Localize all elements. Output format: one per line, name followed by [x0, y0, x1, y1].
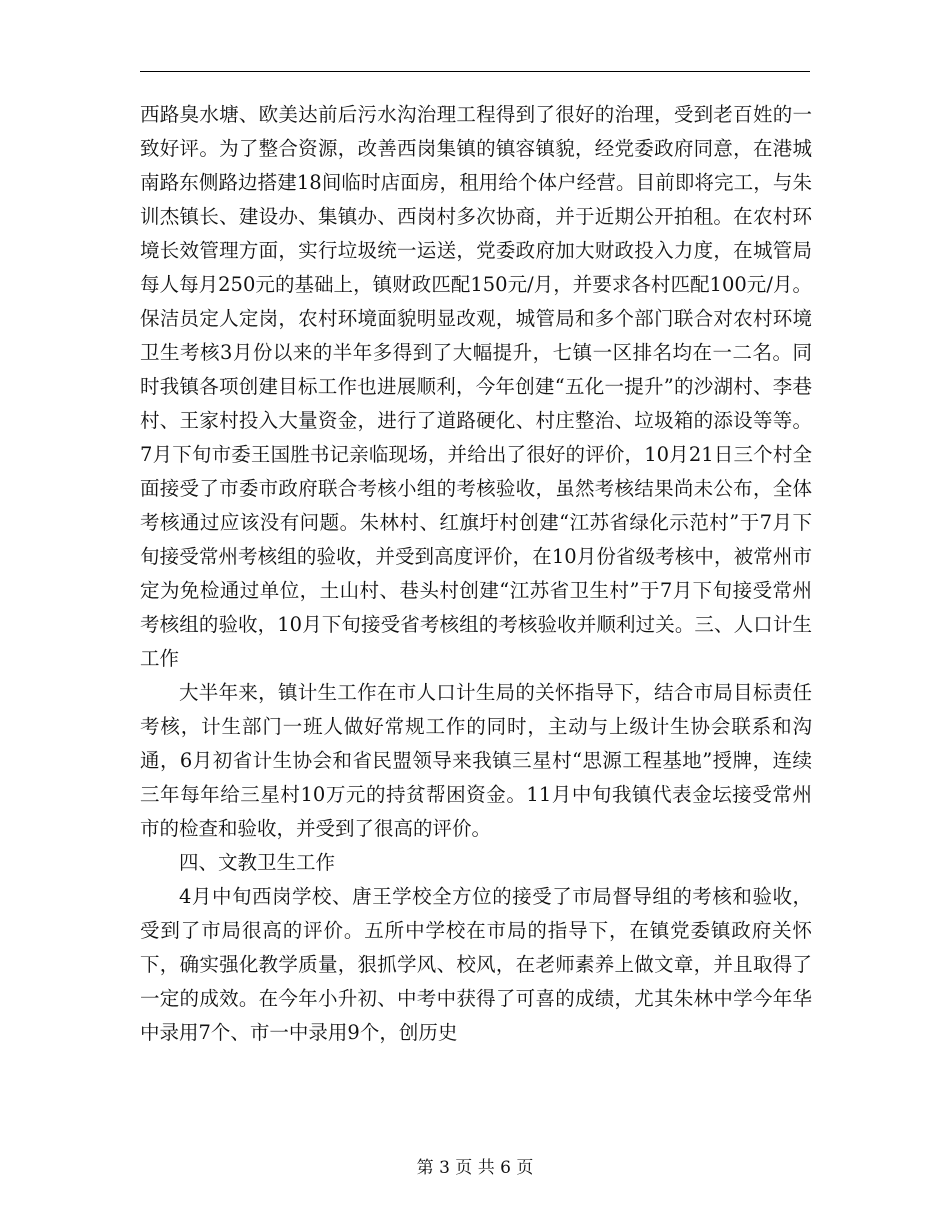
page-footer: 第 3 页 共 6 页 — [416, 1158, 534, 1178]
paragraph: 西路臭水塘、欧美达前后污水沟治理工程得到了很好的治理，受到老百姓的一致好评。为了整合资源，改善西岗集镇的镇容镇貌，经党委政府同意，在港城南路东侧路边搭建18间临时店面房，租用给个体户经营。目前即将完工，与朱训杰镇长、建设办、集镇办、西岗村多次协商，并于近期公开拍租。在农村环境长效管理方面，实行垃圾统一运送，党委政府加大财政投入力度，在城管局每人每月250元的基础上，镇财政匹配150元/月，并要求各村匹配100元/月。保洁员定人定岗，农村环境面貌明显改观，城管局和多个部门联合对农村环境卫生考核3月份以来的半年多得到了大幅提升，七镇一区排名均在一二名。同时我镇各项创建目标工作也进展顺利，今年创建“五化一提升”的沙湖村、李巷村、王家村投入大量资金，进行了道路硬化、村庄整治、垃圾箱的添设等等。7月下旬市委王国胜书记亲临现场，并给出了很好的评价，10月21日三个村全面接受了市委市政府联合考核小组的考核验收，虽然考核结果尚未公布，全体考核通过应该没有问题。朱林村、红旗圩村创建“江苏省绿化示范村”于7月下旬接受常州考核组的验收，并受到高度评价，在10月份省级考核中，被常州市定为免检通过单位，土山村、巷头村创建“江苏省卫生村”于7月下旬接受常州考核组的验收，10月下旬接受省考核组的考核验收并顺利过关。三、人口计生工作 — [140, 103, 812, 670]
header-rule — [140, 71, 810, 72]
paragraph: 4月中旬西岗学校、唐王学校全方位的接受了市局督导组的考核和验收，受到了市局很高的评价。五所中学校在市局的指导下，在镇党委镇政府关怀下，确实强化教学质量，狠抓学风、校风，在老师素养上做文章，并且取得了一定的成效。在今年小升初、中考中获得了可喜的成绩，尤其朱林中学今年华中录用7个、市一中录用9个，创历史 — [140, 885, 812, 1044]
document-body — [140, 98, 812, 1050]
paragraph: 大半年来，镇计生工作在市人口计生局的关怀指导下，结合市局目标责任考核，计生部门一班人做好常规工作的同时，主动与上级计生协会联系和沟通，6月初省计生协会和省民盟领导来我镇三星村“思源工程基地”授牌，连续三年每年给三星村10万元的持贫帮困资金。11月中旬我镇代表金坛接受常州市的检查和验收，并受到了很高的评价。 — [140, 681, 812, 840]
section-heading: 四、文教卫生工作 — [179, 851, 336, 874]
